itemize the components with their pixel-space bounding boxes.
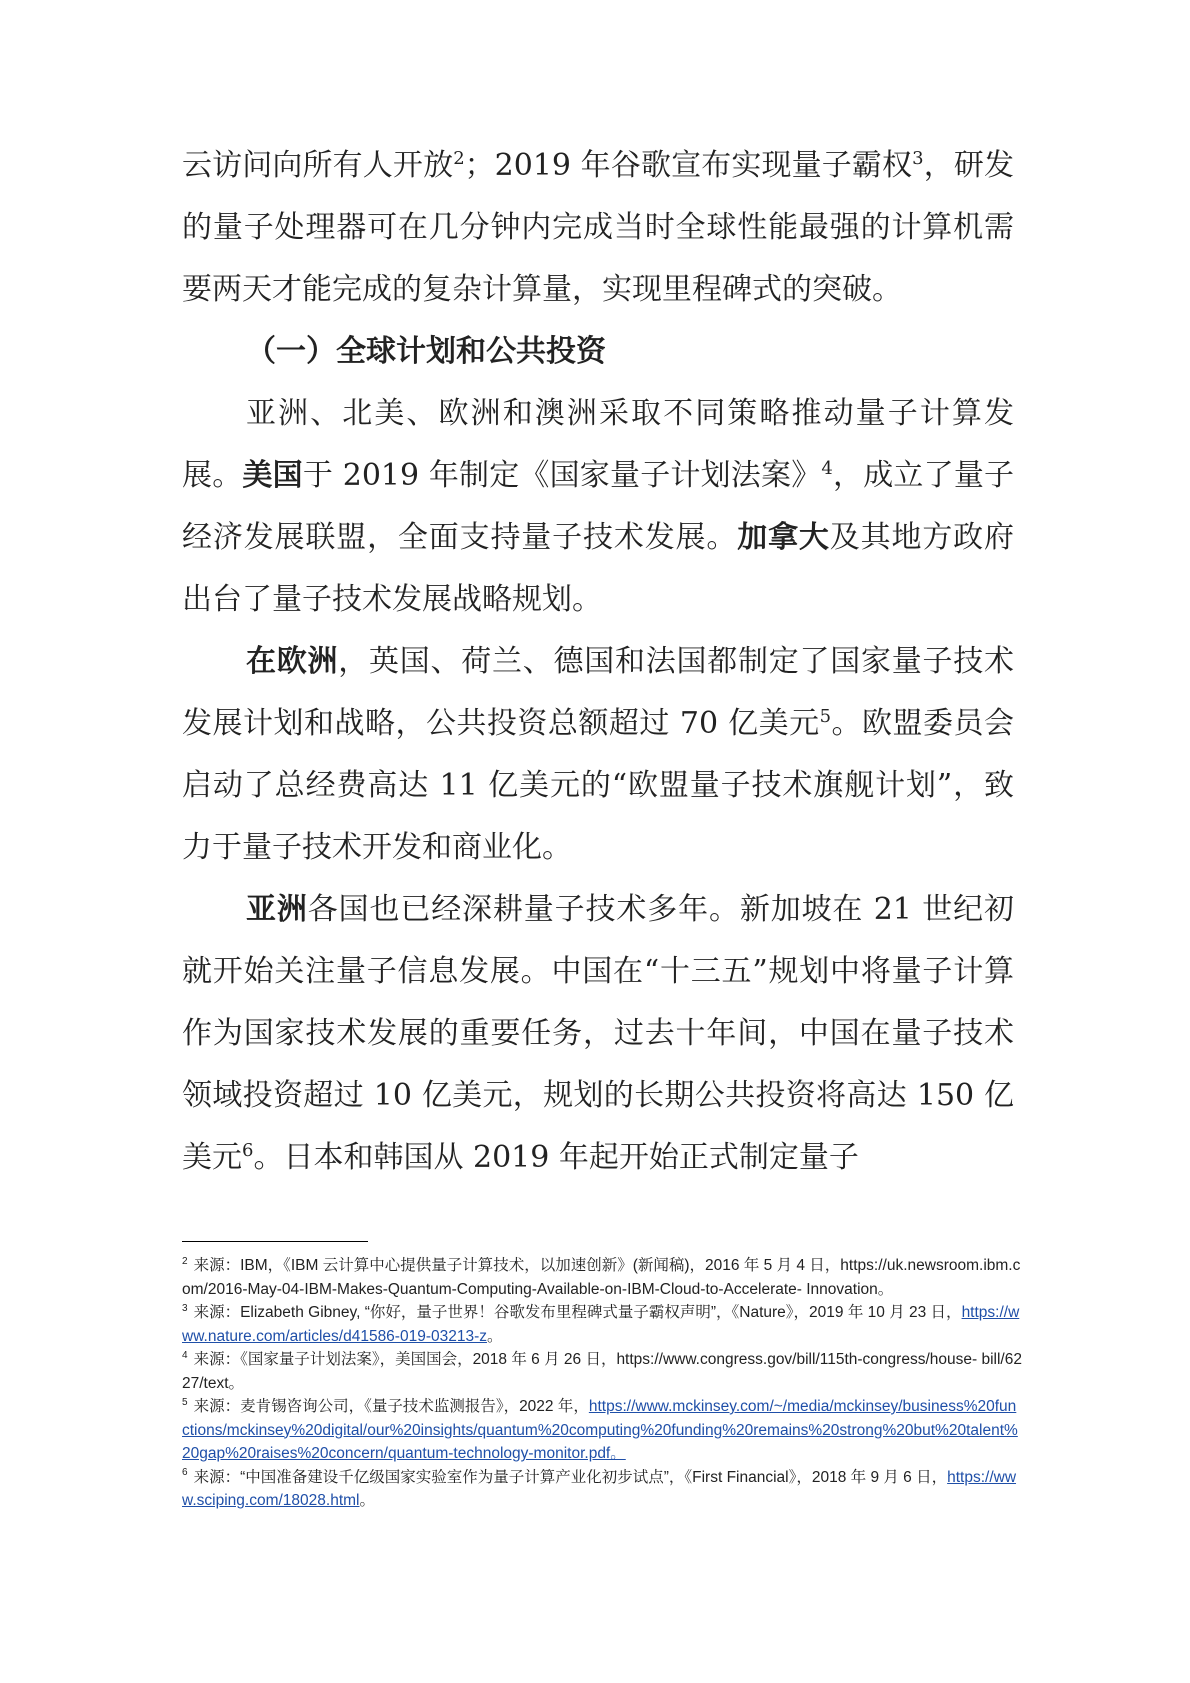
footnote-ref[interactable]: 2 xyxy=(453,148,465,169)
footnote-6 xyxy=(182,1466,1022,1513)
text-run: 。欧盟委员会启动了总经费高达 11 亿美元的“欧盟量子技术旗舰计划”，致力于量子技术开发和商业化。 xyxy=(182,706,1015,865)
text-run: 。日本和韩国从 2019 年起开始正式制定量子 xyxy=(253,1140,859,1175)
paragraph-north-america xyxy=(182,383,1014,631)
footnote-number: 3 xyxy=(182,1302,188,1314)
text-run: ，成立了量子经济发展联盟，全面支持量子技术发展。 xyxy=(182,458,1015,555)
footnote-text: 来源：麦肯锡咨询公司，《量子技术监测报告》，2022 年， xyxy=(193,1398,589,1415)
paragraph-asia xyxy=(182,879,1014,1189)
paragraph-continuation xyxy=(182,135,1014,321)
footnote-link[interactable]: https://www.nature.com/articles/d41586-019-03213-z xyxy=(182,1304,1020,1345)
footnote-tail: 。 xyxy=(487,1327,503,1345)
footnote-ref[interactable]: 4 xyxy=(821,458,833,479)
footnote-link[interactable]: https://www.mckinsey.com/~/media/mckinsey/business%20functions/mckinsey%20digital/our%20insights/quantum%20computing%20funding%20remains%20strong%20but%20talent%20gap%20raises%20concern/quantum-technology-monitor.pdf。 xyxy=(182,1398,1018,1462)
text-run: ；2019 年谷歌宣布实现量子霸权 xyxy=(464,148,913,183)
footnote-number: 4 xyxy=(182,1349,188,1361)
footnote-ref[interactable]: 5 xyxy=(819,706,832,727)
paragraph-europe xyxy=(182,631,1014,879)
footnote-number: 2 xyxy=(182,1255,188,1267)
section-heading: （一）全球计划和公共投资 xyxy=(246,334,606,369)
footnote-text: 来源：《国家量子计划法案》，美国国会，2018 年 6 月 26 日，https://www.congress.gov/bill/115th-congress/house- bill/6227/text。 xyxy=(182,1351,1022,1392)
footnote-ref[interactable]: 6 xyxy=(242,1140,254,1161)
footnote-number: 6 xyxy=(182,1467,188,1479)
text-run: 于 2019 年制定《国家量子计划法案》 xyxy=(302,458,822,493)
bold-term-asia: 亚洲 xyxy=(246,892,308,927)
footnote-text: 来源：IBM，《IBM 云计算中心提供量子计算技术，以加速创新》(新闻稿)，2016 年 5 月 4 日，https://uk.newsroom.ibm.com/2016-May-04-IBM-Makes-Quantum-Computing-Available-on-IBM-Cloud-to-Accelerate- Innovation。 xyxy=(182,1257,1021,1298)
bold-term-canada: 加拿大 xyxy=(737,520,830,555)
footnote-4 xyxy=(182,1348,1022,1395)
footnote-5 xyxy=(182,1395,1022,1466)
footnote-text: 来源：Elizabeth Gibney, “你好，量子世界！谷歌发布里程碑式量子霸权声明”，《Nature》，2019 年 10 月 23 日， xyxy=(193,1304,962,1321)
body-text xyxy=(182,135,1014,1189)
footnote-2 xyxy=(182,1254,1022,1301)
footnote-3 xyxy=(182,1301,1022,1348)
text-run: 及其地方政府出台了量子技术发展战略规划。 xyxy=(182,520,1015,617)
footnotes xyxy=(182,1254,1022,1513)
footnote-ref[interactable]: 3 xyxy=(912,148,924,169)
footnote-link[interactable]: https://www.sciping.com/18028.html xyxy=(182,1468,1017,1509)
footnote-number: 5 xyxy=(182,1396,188,1408)
footnote-text: 来源：“中国准备建设千亿级国家实验室作为量子计算产业化初步试点”，《First Financial》，2018 年 9 月 6 日， xyxy=(193,1468,948,1486)
bold-term-usa: 美国 xyxy=(242,458,303,493)
text-run: 亚洲、北美、欧洲和澳洲采取不同策略推动量子计算发展。 xyxy=(182,396,1014,493)
text-run: 各国也已经深耕量子技术多年。新加坡在 21 世纪初就开始关注量子信息发展。中国在“十三五”规划中将量子计算作为国家技术发展的重要任务，过去十年间，中国在量子技术领域投资超过 10 亿美元，规划的长期公共投资将高达 150 亿美元 xyxy=(182,892,1015,1175)
text-run: ，英国、荷兰、德国和法国都制定了国家量子技术发展计划和战略，公共投资总额超过 70 亿美元 xyxy=(182,644,1014,741)
text-run: 云访问向所有人开放 xyxy=(182,148,454,183)
bold-term-europe: 在欧洲 xyxy=(246,644,339,679)
footnote-tail: 。 xyxy=(359,1492,375,1509)
footnote-separator xyxy=(182,1241,368,1242)
text-run: ，研发的量子处理器可在几分钟内完成当时全球性能最强的计算机需要两天才能完成的复杂计算量，实现里程碑式的突破。 xyxy=(182,148,1015,307)
